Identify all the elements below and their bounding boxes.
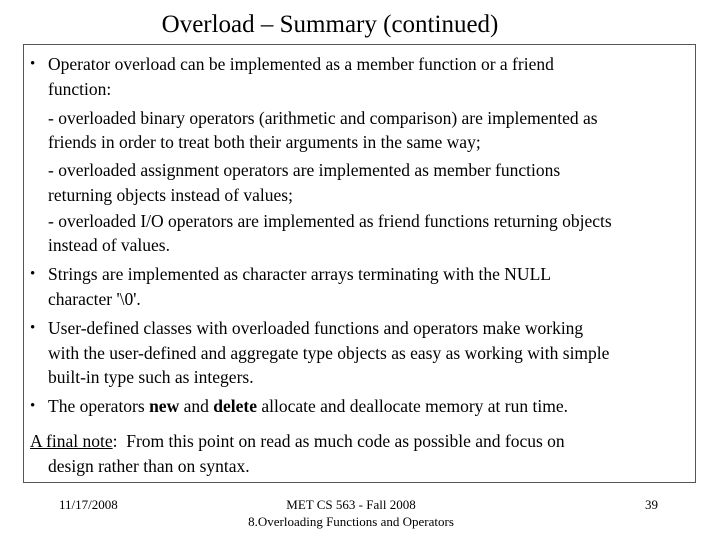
footer-subtitle: 8.Overloading Functions and Operators	[248, 514, 454, 529]
final-note-colon: :	[112, 431, 118, 451]
slide-title: Overload – Summary (continued)	[161, 11, 499, 38]
final-note-text: design rather than on syntax.	[48, 456, 250, 476]
bullet-icon: •	[30, 320, 36, 336]
bullet-text: with the user-defined and aggregate type objects as easy as working with simple	[48, 343, 610, 363]
bullet-text: function:	[48, 79, 112, 99]
final-note	[30, 430, 565, 452]
bullet-text: character '\0'.	[48, 289, 141, 309]
bullet-text: Operator overload can be implemented as a member function or a friend	[48, 54, 554, 74]
bullet-icon: •	[30, 56, 36, 72]
sub-item-text: instead of values.	[48, 235, 170, 255]
footer-course: MET CS 563 - Fall 2008	[286, 497, 416, 512]
sub-item-text: friends in order to treat both their arguments in the same way;	[48, 132, 481, 152]
footer-date: 11/17/2008	[59, 497, 118, 512]
final-note-text: From this point on read as much code as possible and focus on	[117, 431, 565, 451]
sub-item-text: - overloaded binary operators (arithmetic and comparison) are implemented as	[48, 108, 598, 128]
text-run: allocate and deallocate memory at run time.	[256, 396, 568, 416]
text-run: and	[179, 396, 214, 416]
bullet-text: Strings are implemented as character arrays terminating with the NULL	[48, 264, 551, 284]
bullet-text: User-defined classes with overloaded functions and operators make working	[48, 318, 584, 338]
bullet-icon: •	[30, 398, 36, 414]
keyword-new: new	[149, 396, 180, 416]
keyword-delete: delete	[213, 396, 257, 416]
bullet-text	[48, 395, 568, 417]
footer-page-number: 39	[645, 497, 658, 512]
final-note-label: A final note	[30, 431, 113, 451]
sub-item-text: - overloaded I/O operators are implemented as friend functions returning objects	[48, 211, 612, 231]
bullet-text: built-in type such as integers.	[48, 367, 254, 387]
bullet-icon: •	[30, 266, 36, 282]
sub-item-text: - overloaded assignment operators are implemented as member functions	[48, 160, 561, 180]
footer-course-info	[211, 496, 491, 530]
sub-item-text: returning objects instead of values;	[48, 185, 293, 205]
text-run: The operators	[48, 396, 150, 416]
